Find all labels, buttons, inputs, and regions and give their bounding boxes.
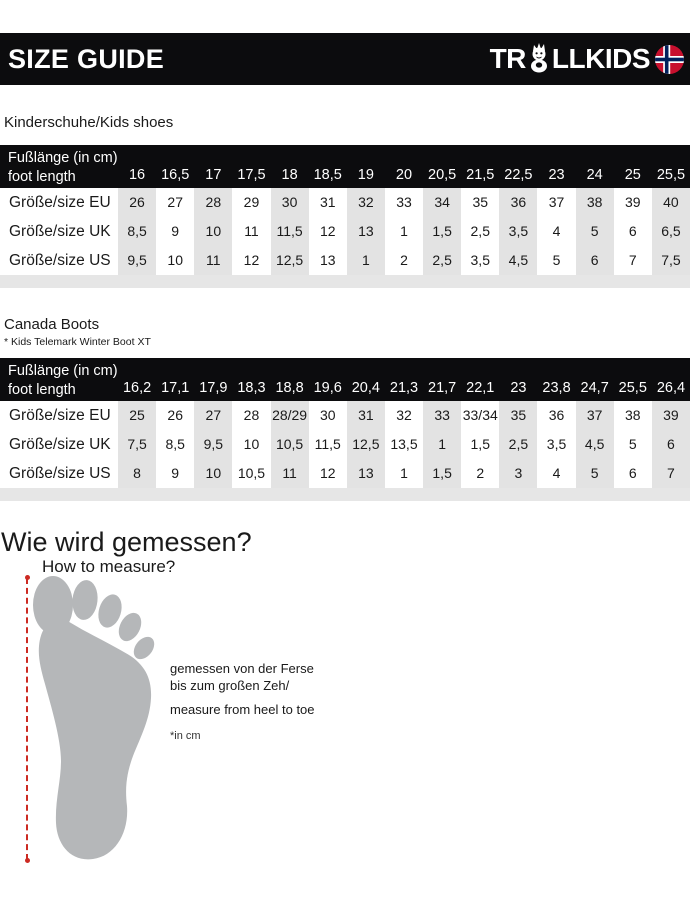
size-value-cell: 3 xyxy=(499,459,537,488)
foot-length-value: 26,4 xyxy=(656,380,686,396)
size-value-cell: 6 xyxy=(576,246,614,275)
foot-length-value: 18,3 xyxy=(237,380,266,396)
brand-wordmark xyxy=(490,43,650,75)
measure-note-de-line2: bis zum großen Zeh/ xyxy=(170,678,290,693)
foot-length-value: 24,7 xyxy=(580,380,609,396)
size-value-cell: 13 xyxy=(347,217,385,246)
size-value-cell: 32 xyxy=(347,188,385,217)
size-value-cell: 31 xyxy=(347,401,385,430)
measure-title: Wie wird gemessen? xyxy=(1,527,252,557)
size-value-cell: 9 xyxy=(171,465,180,481)
size-value-cell: 2,5 xyxy=(470,223,490,239)
footprint-illustration xyxy=(31,576,159,864)
foot-length-value: 17,5 xyxy=(237,167,266,183)
foot-length-value: 22,1 xyxy=(466,380,495,396)
size-value-cell: 8,5 xyxy=(118,217,156,246)
foot-length-header-label xyxy=(0,358,118,400)
size-value-cell: 1 xyxy=(423,430,461,459)
foot-length-value: 18 xyxy=(281,167,298,183)
size-value-cell: 4 xyxy=(552,223,561,239)
size-value-cell: 33 xyxy=(423,401,461,430)
size-value-cell: 11 xyxy=(271,459,309,488)
size-value-cell: 13,5 xyxy=(390,436,418,452)
foot-length-label-de: Fußlänge (in cm) xyxy=(8,150,118,166)
measure-notes xyxy=(170,660,315,745)
size-value-cell: 28 xyxy=(243,407,260,423)
table-footer-band xyxy=(0,488,690,501)
size-value-cell: 5 xyxy=(552,252,561,268)
size-value-cell: 7,5 xyxy=(118,430,156,459)
size-row xyxy=(0,188,690,217)
size-value-cell: 5 xyxy=(576,459,614,488)
foot-length-value: 18,5 xyxy=(313,167,342,183)
foot-length-value: 16 xyxy=(128,167,146,183)
foot-length-value: 21,5 xyxy=(466,167,495,183)
size-value-cell: 8,5 xyxy=(165,436,185,452)
size-value-cell: 13 xyxy=(319,252,336,268)
size-value-cell: 10 xyxy=(167,252,183,268)
size-value-cell: 37 xyxy=(548,194,565,210)
foot-length-value: 17,9 xyxy=(199,380,228,396)
canada-boots-section-label: Canada Boots xyxy=(4,316,100,333)
size-value-cell: 31 xyxy=(319,194,336,210)
size-value-cell: 36 xyxy=(499,188,537,217)
size-value-cell: 27 xyxy=(194,401,232,430)
size-row-label: Größe/size EU xyxy=(9,193,111,211)
size-value-cell: 5 xyxy=(628,436,637,452)
foot-length-value: 19 xyxy=(357,167,374,183)
size-value-cell: 7 xyxy=(652,459,690,488)
foot-length-value: 25,5 xyxy=(656,167,686,183)
size-value-cell: 26 xyxy=(167,407,183,423)
size-row xyxy=(0,217,690,246)
size-value-cell: 6,5 xyxy=(652,217,690,246)
size-value-cell: 25 xyxy=(118,401,156,430)
size-value-cell: 6 xyxy=(628,223,637,239)
size-value-cell: 11 xyxy=(194,246,232,275)
size-value-cell: 11,5 xyxy=(314,436,341,452)
size-value-cell: 11,5 xyxy=(271,217,309,246)
size-value-cell: 10 xyxy=(194,217,232,246)
foot-length-value: 21,3 xyxy=(389,380,419,396)
norwegian-flag-icon xyxy=(655,45,684,74)
size-value-cell: 7,5 xyxy=(652,246,690,275)
size-value-cell: 34 xyxy=(423,188,461,217)
size-value-cell: 29 xyxy=(243,194,260,210)
size-value-cell: 35 xyxy=(472,194,489,210)
brand-prefix: TR xyxy=(489,43,526,74)
foot-length-value: 20,5 xyxy=(428,167,457,183)
size-value-cell: 38 xyxy=(576,188,614,217)
table-header-row xyxy=(0,358,690,401)
foot-length-value: 20 xyxy=(395,167,413,183)
size-value-cell: 33 xyxy=(396,194,412,210)
measure-note-en: measure from heel to toe xyxy=(170,702,315,717)
kids-shoes-size-table xyxy=(0,145,690,288)
measure-note-unit: *in cm xyxy=(170,730,201,742)
size-row xyxy=(0,459,690,488)
size-value-cell: 9,5 xyxy=(118,246,156,275)
foot-length-value: 25,5 xyxy=(618,380,647,396)
size-value-cell: 10,5 xyxy=(271,430,309,459)
size-value-cell: 2 xyxy=(400,252,408,268)
table-footer-band xyxy=(0,275,690,288)
size-value-cell: 35 xyxy=(499,401,537,430)
size-value-cell: 12 xyxy=(319,223,336,239)
foot-length-label-en: foot length xyxy=(8,169,76,185)
foot-length-value: 16,2 xyxy=(122,380,152,396)
size-value-cell: 39 xyxy=(625,194,641,210)
size-value-cell: 2,5 xyxy=(499,430,537,459)
foot-length-value: 20,4 xyxy=(351,380,380,396)
size-value-cell: 1,5 xyxy=(470,436,490,452)
size-value-cell: 12 xyxy=(243,252,260,268)
size-value-cell: 10 xyxy=(243,436,260,452)
page-title: SIZE GUIDE xyxy=(8,43,165,74)
canada-boots-section-sublabel: * Kids Telemark Winter Boot XT xyxy=(4,336,151,348)
size-value-cell: 6 xyxy=(652,430,690,459)
size-value-cell: 4,5 xyxy=(499,246,537,275)
size-value-cell: 33/34 xyxy=(462,407,498,423)
size-value-cell: 1,5 xyxy=(423,217,461,246)
size-value-cell: 12,5 xyxy=(347,430,385,459)
size-row xyxy=(0,246,690,275)
size-row-label: Größe/size US xyxy=(9,251,111,269)
troll-icon xyxy=(527,43,551,73)
size-value-cell: 1 xyxy=(347,246,385,275)
size-row-label: Größe/size UK xyxy=(9,435,111,453)
size-row-label: Größe/size US xyxy=(9,464,111,482)
size-value-cell: 13 xyxy=(347,459,385,488)
size-value-cell: 39 xyxy=(652,401,690,430)
canada-boots-size-table xyxy=(0,358,690,501)
foot-length-value: 23 xyxy=(548,167,565,183)
size-value-cell: 28 xyxy=(194,188,232,217)
size-value-cell: 38 xyxy=(625,407,641,423)
size-value-cell: 30 xyxy=(271,188,309,217)
size-value-cell: 3,5 xyxy=(499,217,537,246)
measure-subtitle: How to measure? xyxy=(42,557,176,576)
foot-length-value: 23,8 xyxy=(542,380,571,396)
size-value-cell: 37 xyxy=(576,401,614,430)
foot-length-label-en: foot length xyxy=(8,382,76,398)
size-value-cell: 2,5 xyxy=(423,246,461,275)
size-value-cell: 30 xyxy=(319,407,336,423)
size-value-cell: 11 xyxy=(244,223,259,239)
brand-logo xyxy=(490,43,684,75)
size-value-cell: 12 xyxy=(319,465,336,481)
size-value-cell: 40 xyxy=(652,188,690,217)
size-value-cell: 3,5 xyxy=(470,252,490,268)
foot-length-value: 25 xyxy=(624,167,641,183)
size-value-cell: 36 xyxy=(548,407,565,423)
foot-length-value: 22,5 xyxy=(504,167,533,183)
foot-length-value: 19,6 xyxy=(313,380,342,396)
size-value-cell: 32 xyxy=(396,407,412,423)
size-value-cell: 1 xyxy=(400,223,408,239)
size-value-cell: 4,5 xyxy=(576,430,614,459)
size-value-cell: 3,5 xyxy=(546,436,567,452)
size-value-cell: 10 xyxy=(194,459,232,488)
foot-length-value: 21,7 xyxy=(428,380,457,396)
size-value-cell: 8 xyxy=(118,459,156,488)
size-value-cell: 1 xyxy=(400,465,408,481)
size-value-cell: 12,5 xyxy=(271,246,309,275)
foot-length-value: 23 xyxy=(510,380,527,396)
size-value-cell: 6 xyxy=(628,465,637,481)
foot-length-value: 16,5 xyxy=(161,167,190,183)
size-row xyxy=(0,430,690,459)
size-value-cell: 10,5 xyxy=(237,465,266,481)
size-row-label: Größe/size UK xyxy=(9,222,111,240)
size-value-cell: 27 xyxy=(167,194,183,210)
size-value-cell: 2 xyxy=(476,465,485,481)
foot-length-value: 17,1 xyxy=(161,380,190,396)
size-value-cell: 9,5 xyxy=(194,430,232,459)
size-value-cell: 7 xyxy=(628,252,637,268)
size-value-cell: 5 xyxy=(576,217,614,246)
foot-length-value: 18,8 xyxy=(275,380,304,396)
header-bar xyxy=(0,33,690,85)
size-value-cell: 9 xyxy=(171,223,180,239)
table-header-row xyxy=(0,145,690,188)
measure-arrow xyxy=(26,578,28,860)
measure-note-de-line1: gemessen von der Ferse xyxy=(170,661,314,676)
size-row-label: Größe/size EU xyxy=(9,406,111,424)
size-row xyxy=(0,401,690,430)
size-value-cell: 28/29 xyxy=(271,401,309,430)
size-value-cell: 26 xyxy=(118,188,156,217)
brand-suffix: LLKIDS xyxy=(551,43,650,74)
foot-length-value: 17 xyxy=(205,167,222,183)
foot-length-header-label xyxy=(0,145,118,187)
foot-length-label-de: Fußlänge (in cm) xyxy=(8,363,118,379)
size-value-cell: 1,5 xyxy=(423,459,461,488)
kids-shoes-section-label: Kinderschuhe/Kids shoes xyxy=(4,114,174,131)
foot-length-value: 24 xyxy=(586,167,603,183)
size-value-cell: 4 xyxy=(552,465,561,481)
